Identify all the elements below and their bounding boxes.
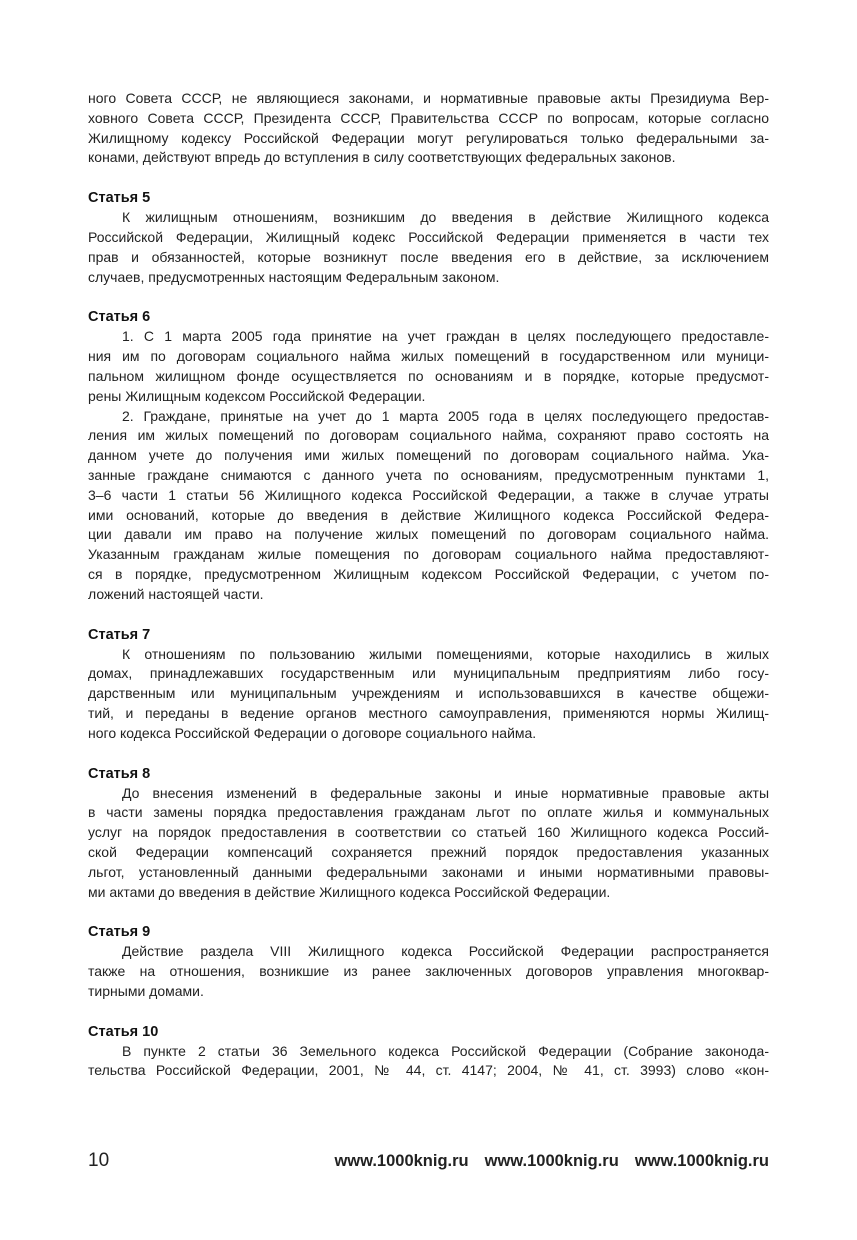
article-heading: Статья 8 xyxy=(88,765,151,782)
text-line: Действие раздела VIII Жилищного кодекса Российской Федерации распространяется xyxy=(122,943,769,960)
article-paragraph xyxy=(88,208,769,287)
text-line: тий, и переданы в ведение органов местного самоуправления, применяются нормы Жилищ- xyxy=(88,704,769,721)
text-line: пальном жилищном фонде осуществляется по основаниям и в порядке, которые предусмот- xyxy=(88,367,769,384)
article-heading: Статья 5 xyxy=(88,190,151,207)
article-heading: Статья 7 xyxy=(88,626,151,643)
text-line: конами, действуют впредь до вступления в силу соответствующих федеральных законов. xyxy=(88,149,676,166)
text-line: ления им жилых помещений по договорам социального найма, сохраняют право состоять на xyxy=(88,427,769,444)
article-paragraph xyxy=(88,327,769,406)
text-line: дарственным или муниципальным учреждениям и использовавшихся в качестве общежи- xyxy=(88,685,769,702)
text-line: К жилищным отношениям, возникшим до введения в действие Жилищного кодекса xyxy=(122,209,769,226)
text-line: ного кодекса Российской Федерации о договоре социального найма. xyxy=(88,724,537,741)
article-heading: Статья 10 xyxy=(88,1023,159,1040)
footer-links xyxy=(334,1152,769,1171)
text-line: занные граждане снимаются с данного учета по основаниям, предусмотренным пунктами 1, xyxy=(88,466,769,483)
text-line: ими оснований, которые до введения в действие Жилищного кодекса Российской Федера- xyxy=(88,506,769,523)
text-line: случаев, предусмотренных настоящим Федеральным законом. xyxy=(88,268,500,285)
text-line: данном учете до получения ими жилых помещений по договорам социального найма. Ука- xyxy=(88,447,769,464)
article-paragraph xyxy=(88,645,769,744)
text-line: ми актами до введения в действие Жилищного кодекса Российской Федерации. xyxy=(88,883,611,900)
article-section xyxy=(88,764,769,903)
article-section xyxy=(88,1022,769,1082)
page-number: 10 xyxy=(88,1150,110,1171)
text-line: прав и обязанностей, которые возникнут после введения его в действие, за исключением xyxy=(88,248,769,265)
article-paragraph xyxy=(88,1042,769,1082)
article-paragraph xyxy=(88,407,769,605)
intro-paragraph xyxy=(88,89,769,168)
text-line: До внесения изменений в федеральные законы и иные нормативные правовые акты xyxy=(122,784,769,801)
text-line: 1. С 1 марта 2005 года принятие на учет граждан в целях последующего предоставле- xyxy=(122,328,769,345)
text-line: В пункте 2 статьи 36 Земельного кодекса Российской Федерации (Собрание законода- xyxy=(122,1042,769,1059)
footer-link[interactable]: www.1000knig.ru xyxy=(484,1151,619,1170)
text-line: в части замены порядка предоставления гражданам льгот по оплате жилья и коммунальных xyxy=(88,804,769,821)
text-line: ложений настоящей части. xyxy=(88,585,264,602)
text-line: тирными домами. xyxy=(88,982,204,999)
page-footer xyxy=(88,1147,769,1175)
article-heading: Статья 9 xyxy=(88,924,151,941)
text-line: также на отношения, возникшие из ранее заключенных договоров управления многоквар- xyxy=(88,963,769,980)
article-paragraph xyxy=(88,942,769,1001)
text-line: 2. Граждане, принятые на учет до 1 марта 2005 года в целях последующего предостав- xyxy=(122,407,769,424)
article-section xyxy=(88,922,769,1001)
articles-list xyxy=(88,188,769,1081)
article-heading: Статья 6 xyxy=(88,309,151,326)
text-line: ся в порядке, предусмотренном Жилищным кодексом Российской Федерации, с учетом по- xyxy=(88,565,769,582)
text-line: ховного Совета СССР, Президента СССР, Правительства СССР по вопросам, которые согласно xyxy=(88,109,769,126)
text-line: Российской Федерации, Жилищный кодекс Российской Федерации применяется в части тех xyxy=(88,228,769,245)
text-line: рены Жилищным кодексом Российской Федерации. xyxy=(88,387,426,404)
article-section xyxy=(88,625,769,744)
text-line: ния им по договорам социального найма жилых помещений в государственном или муници- xyxy=(88,348,769,365)
text-line: ции давали им право на получение жилых помещений по договорам социального найма. xyxy=(88,526,769,543)
text-line: льгот, установленный данными федеральными законами и иными нормативными правовы- xyxy=(88,863,769,880)
article-paragraph xyxy=(88,784,769,903)
footer-link[interactable]: www.1000knig.ru xyxy=(334,1151,469,1170)
text-line: Указанным гражданам жилые помещения по договорам социального найма предоставляют- xyxy=(88,546,769,563)
text-line: услуг на порядок предоставления в соответствии со статьей 160 Жилищного кодекса Россий- xyxy=(88,824,769,841)
text-line: ного Совета СССР, не являющиеся законами, и нормативные правовые акты Президиума Вер- xyxy=(88,90,769,106)
page-body xyxy=(88,89,769,1081)
text-line: К отношениям по пользованию жилыми помещениями, которые находились в жилых xyxy=(122,645,769,662)
article-section xyxy=(88,188,769,287)
article-section xyxy=(88,307,769,604)
text-line: Жилищному кодексу Российской Федерации могут регулироваться только федеральными за- xyxy=(88,129,769,146)
text-line: ской Федерации компенсаций сохраняется прежний порядок предоставления указанных xyxy=(88,843,769,860)
footer-link[interactable]: www.1000knig.ru xyxy=(634,1151,769,1170)
text-line: домах, принадлежавших государственным или муниципальным предприятиям либо госу- xyxy=(88,665,769,682)
text-line: тельства Российской Федерации, 2001, № 44, ст. 4147; 2004, № 41, ст. 3993) слово «кон- xyxy=(88,1062,769,1079)
text-line: 3–6 части 1 статьи 56 Жилищного кодекса Российской Федерации, а также в случае утраты xyxy=(88,486,769,503)
